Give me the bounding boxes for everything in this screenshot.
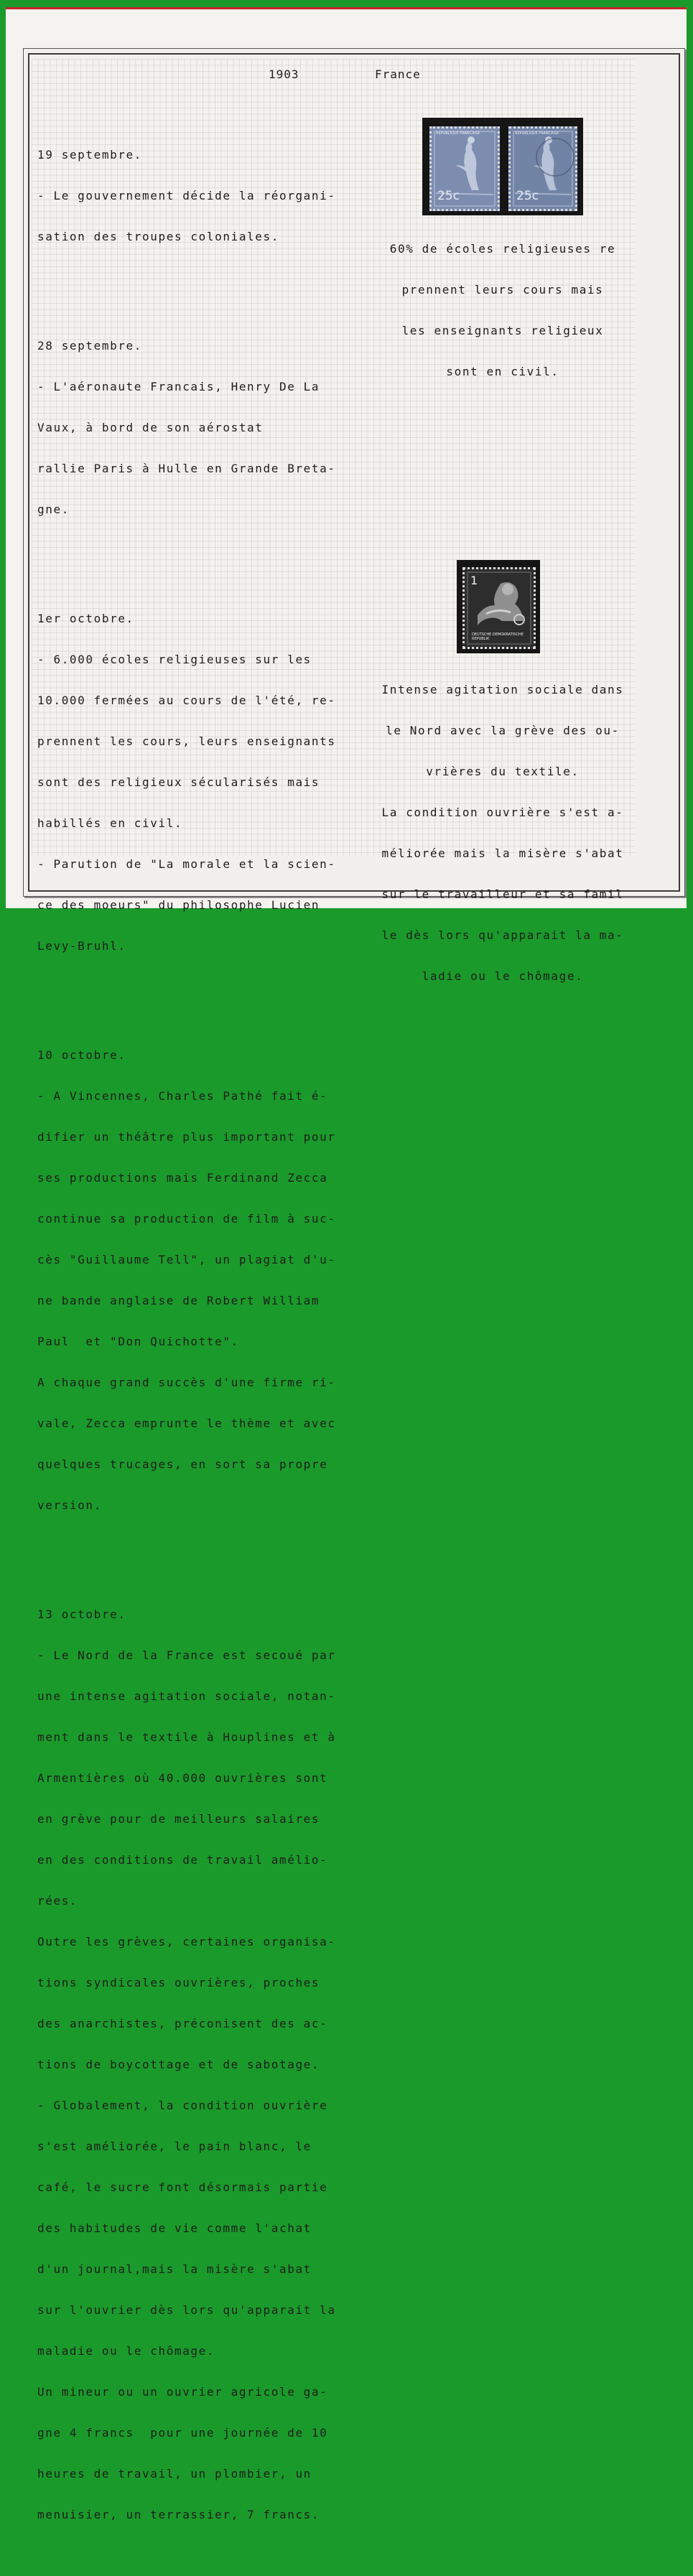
- entry-line: gne.: [37, 503, 70, 516]
- stamp-country-label: REPUBLIQUE FRANCAISE: [436, 131, 480, 136]
- entry-line: cès "Guillaume Tell", un plagiat d'u-: [37, 1253, 336, 1266]
- entry-line: habillés en civil.: [37, 816, 183, 830]
- entry-date: 19 septembre.: [37, 148, 143, 162]
- stamp-country-label: REPUBLIQUE FRANCAISE: [515, 131, 559, 136]
- entry-line: menuisier, un terrassier, 7 francs.: [37, 2508, 320, 2521]
- caption-line: Intense agitation sociale dans: [381, 683, 624, 696]
- entry-line: ses productions mais Ferdinand Zecca: [37, 1171, 328, 1185]
- caption-line: prennent leurs cours mais: [401, 283, 604, 297]
- entry-date: 28 septembre.: [37, 339, 143, 353]
- entry-line: des anarchistes, préconisent des ac-: [37, 2017, 328, 2030]
- caption-line: La condition ouvrière s'est a-: [381, 806, 624, 819]
- entry-line: sation des troupes coloniales.: [37, 230, 279, 243]
- stamp-caption-miner: [375, 655, 631, 997]
- stamp-mount-sower: [422, 118, 583, 215]
- chronology-entry: [37, 312, 353, 543]
- entry-line: - L'aéronaute Francais, Henry De La: [37, 380, 320, 393]
- entry-line: - Parution de "La morale et la scien-: [37, 857, 336, 871]
- entry-line: Outre les grèves, certaines organisa-: [37, 1935, 336, 1949]
- entry-line: quelques trucages, en sort sa propre: [37, 1457, 328, 1471]
- caption-line: le Nord avec la grève des ou-: [386, 724, 620, 737]
- entry-line: café, le sucre font désormais partie: [37, 2180, 328, 2194]
- stamp-caption-sower: [381, 215, 625, 392]
- entry-line: prennent les cours, leurs enseignants: [37, 734, 336, 748]
- caption-line: méliorée mais la misère s'abat: [381, 846, 624, 860]
- entry-line: A chaque grand succès d'une firme ri-: [37, 1376, 336, 1389]
- entry-date: 1er octobre.: [37, 612, 134, 625]
- entry-line: Levy-Bruhl.: [37, 939, 126, 953]
- entry-line: - A Vincennes, Charles Pathé fait é-: [37, 1089, 328, 1103]
- chronology-entry: [37, 121, 353, 271]
- caption-line: le dès lors qu'apparait la ma-: [381, 928, 624, 942]
- entry-line: - 6.000 écoles religieuses sur les: [37, 653, 312, 666]
- caption-line: les enseignants religieux: [401, 324, 604, 337]
- entry-line: Vaux, à bord de son aérostat: [37, 421, 264, 434]
- entry-date: 10 octobre.: [37, 1048, 126, 1062]
- entry-line: une intense agitation sociale, notan-: [37, 1689, 336, 1703]
- page-country: France: [375, 67, 421, 81]
- entry-line: sur l'ouvrier dès lors qu'apparait la: [37, 2303, 336, 2317]
- chronology-entry: [37, 1580, 353, 2549]
- miner-stamp: [462, 567, 536, 649]
- entry-line: vale, Zecca emprunte le thème et avec: [37, 1417, 336, 1430]
- entry-line: - Le gouvernement décide la réorgani-: [37, 189, 336, 202]
- entry-line: maladie ou le chômage.: [37, 2344, 215, 2358]
- entry-line: des habitudes de vie comme l'achat: [37, 2221, 312, 2235]
- entry-line: en grève pour de meilleurs salaires: [37, 1812, 320, 1826]
- chronology-entry: [37, 1021, 353, 1539]
- entry-line: difier un théâtre plus important pour: [37, 1130, 336, 1144]
- entry-line: en des conditions de travail amélio-: [37, 1853, 328, 1867]
- entry-line: gne 4 francs pour une journée de 10: [37, 2426, 328, 2440]
- entry-line: Paul et "Don Quichotte".: [37, 1335, 239, 1348]
- sower-stamp: [429, 126, 500, 211]
- entry-line: version.: [37, 1498, 102, 1512]
- entry-line: tions de boycottage et de sabotage.: [37, 2058, 320, 2071]
- entry-date: 13 octobre.: [37, 1607, 126, 1621]
- page-year: 1903: [269, 67, 299, 81]
- entry-line: ne bande anglaise de Robert William: [37, 1294, 320, 1307]
- caption-line: vrières du textile.: [426, 765, 580, 778]
- stamp-value: 25c: [516, 189, 539, 203]
- stamp-value: 1: [470, 574, 478, 587]
- caption-line: sur le travailleur et sa famil: [381, 887, 624, 901]
- stamp-issuer-label: DEUTSCHE DEMOKRATISCHE REPUBLIK: [472, 633, 524, 641]
- entry-line: Armentières où 40.000 ouvrières sont: [37, 1771, 328, 1785]
- sower-stamp: [508, 126, 577, 211]
- entry-line: rées.: [37, 1894, 78, 1908]
- caption-line: 60% de écoles religieuses re: [389, 242, 616, 256]
- entry-line: 10.000 fermées au cours de l'été, re-: [37, 694, 336, 707]
- entry-line: ment dans le textile à Houplines et à: [37, 1730, 336, 1744]
- entry-line: d'un journal,mais la misère s'abat: [37, 2262, 312, 2276]
- entry-line: - Le Nord de la France est secoué par: [37, 1648, 336, 1662]
- entry-line: tions syndicales ouvrières, proches: [37, 1976, 320, 1989]
- entry-line: - Globalement, la condition ouvrière: [37, 2099, 328, 2112]
- caption-line: ladie ou le chômage.: [422, 969, 584, 983]
- entry-line: rallie Paris à Hulle en Grande Breta-: [37, 462, 336, 475]
- chronology-column: [37, 93, 353, 2576]
- entry-line: continue sa production de film à suc-: [37, 1212, 336, 1226]
- stamp-mount-miner: [457, 560, 540, 653]
- entry-line: Un mineur ou un ouvrier agricole ga-: [37, 2385, 328, 2399]
- stamp-value: 25c: [437, 189, 460, 203]
- entry-line: heures de travail, un plombier, un: [37, 2467, 312, 2481]
- entry-line: sont des religieux sécularisés mais: [37, 775, 320, 789]
- chronology-entry: [37, 584, 353, 980]
- entry-line: ce des moeurs" du philosophe Lucien: [37, 898, 320, 912]
- caption-line: sont en civil.: [446, 365, 559, 378]
- entry-line: s'est améliorée, le pain blanc, le: [37, 2139, 312, 2153]
